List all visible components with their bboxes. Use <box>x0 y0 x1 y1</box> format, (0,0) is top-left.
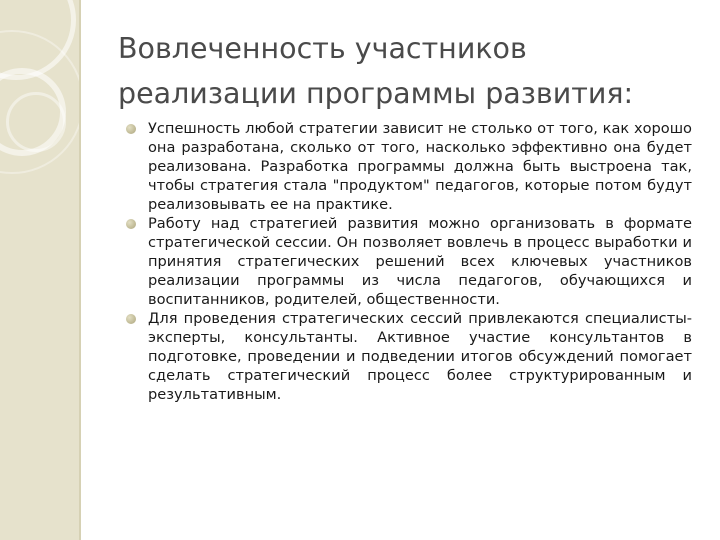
bullet-dot-icon <box>126 124 136 134</box>
circle-ornament <box>6 92 66 152</box>
slide-title <box>118 26 708 116</box>
bullet-list <box>126 119 692 404</box>
side-band-divider <box>79 0 81 540</box>
bullet-text: Успешность любой стратегии зависит не столько от того, как хорошо она разработана, сколько от того, насколько эффективно она будет реализована. Разработка программы должна быть выстроена так, чтобы стратегия стала "продуктом" педагогов, которые потом будут реализовывать ее на практике. <box>148 120 692 213</box>
slide-title-line: Вовлеченность участников <box>118 32 527 65</box>
bullet-dot-icon <box>126 314 136 324</box>
bullet-item <box>126 309 692 404</box>
bullet-dot-icon <box>126 219 136 229</box>
bullet-item <box>126 119 692 214</box>
bullet-item <box>126 214 692 309</box>
bullet-text: Работу над стратегией развития можно организовать в формате стратегической сессии. Он позволяет вовлечь в процесс выработки и принятия стратегических решений всех ключевых участников реализации программы из числа педагогов, обучающихся и воспитанников, родителей, общественности. <box>148 215 692 308</box>
decorative-side-band <box>0 0 79 540</box>
bullet-text: Для проведения стратегических сессий привлекаются специалисты-эксперты, консультанты. Активное участие консультантов в подготовке, проведении и подведении итогов обсуждений помогает сделать стратегический процесс более структурированным и результативным. <box>148 310 692 403</box>
slide-title-line: реализации программы развития: <box>118 77 634 110</box>
